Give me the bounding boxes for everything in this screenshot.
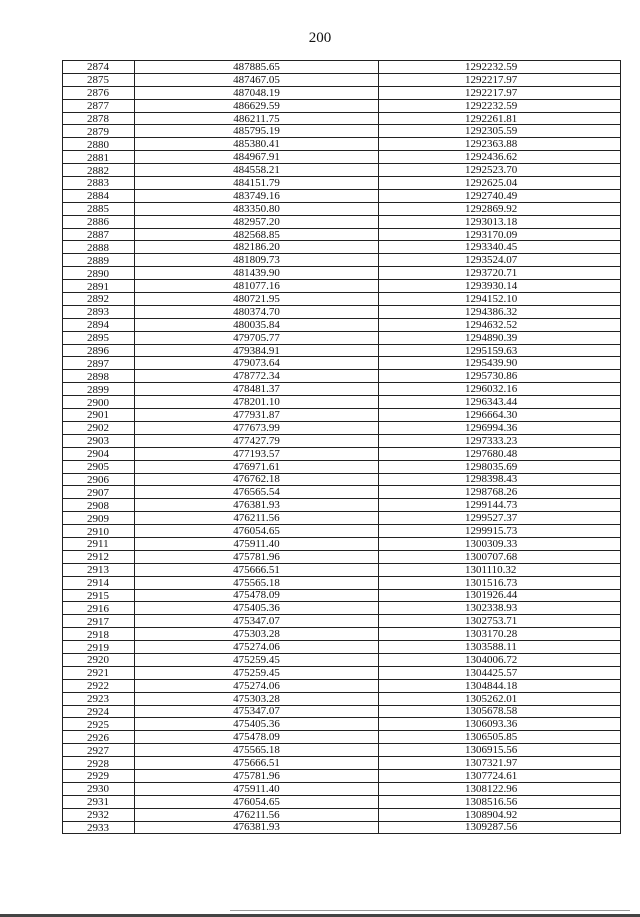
- table-row: [63, 434, 621, 447]
- x-coordinate-cell: 475274.06: [135, 679, 379, 692]
- point-number-cell: 2874: [63, 61, 135, 74]
- y-coordinate-cell: 1304006.72: [379, 653, 621, 666]
- x-coordinate-cell: 476971.61: [135, 460, 379, 473]
- table-row: [63, 808, 621, 821]
- point-number-cell: 2916: [63, 602, 135, 615]
- y-coordinate-cell: 1304425.57: [379, 666, 621, 679]
- point-number-cell: 2933: [63, 821, 135, 834]
- point-number-cell: 2908: [63, 499, 135, 512]
- coordinates-table: [62, 60, 621, 834]
- x-coordinate-cell: 475911.40: [135, 782, 379, 795]
- point-number-cell: 2894: [63, 318, 135, 331]
- point-number-cell: 2899: [63, 383, 135, 396]
- point-number-cell: 2904: [63, 447, 135, 460]
- x-coordinate-cell: 475478.09: [135, 731, 379, 744]
- table-row: [63, 550, 621, 563]
- table-row: [63, 86, 621, 99]
- point-number-cell: 2893: [63, 305, 135, 318]
- point-number-cell: 2900: [63, 396, 135, 409]
- x-coordinate-cell: 476054.65: [135, 795, 379, 808]
- x-coordinate-cell: 482568.85: [135, 228, 379, 241]
- y-coordinate-cell: 1296994.36: [379, 421, 621, 434]
- table-row: [63, 125, 621, 138]
- y-coordinate-cell: 1300309.33: [379, 537, 621, 550]
- y-coordinate-cell: 1292869.92: [379, 202, 621, 215]
- x-coordinate-cell: 476211.56: [135, 808, 379, 821]
- point-number-cell: 2882: [63, 164, 135, 177]
- table-row: [63, 383, 621, 396]
- point-number-cell: 2891: [63, 280, 135, 293]
- y-coordinate-cell: 1299144.73: [379, 499, 621, 512]
- y-coordinate-cell: 1292261.81: [379, 112, 621, 125]
- table-row: [63, 615, 621, 628]
- table-row: [63, 821, 621, 834]
- table-row: [63, 202, 621, 215]
- table-row: [63, 99, 621, 112]
- y-coordinate-cell: 1292217.97: [379, 86, 621, 99]
- y-coordinate-cell: 1292232.59: [379, 99, 621, 112]
- point-number-cell: 2887: [63, 228, 135, 241]
- x-coordinate-cell: 487048.19: [135, 86, 379, 99]
- x-coordinate-cell: 476381.93: [135, 499, 379, 512]
- table-row: [63, 241, 621, 254]
- table-row: [63, 280, 621, 293]
- table-row: [63, 718, 621, 731]
- table-row: [63, 576, 621, 589]
- y-coordinate-cell: 1293170.09: [379, 228, 621, 241]
- y-coordinate-cell: 1296664.30: [379, 409, 621, 422]
- x-coordinate-cell: 477931.87: [135, 409, 379, 422]
- x-coordinate-cell: 475565.18: [135, 744, 379, 757]
- x-coordinate-cell: 478481.37: [135, 383, 379, 396]
- x-coordinate-cell: 482957.20: [135, 215, 379, 228]
- table-row: [63, 409, 621, 422]
- x-coordinate-cell: 483350.80: [135, 202, 379, 215]
- point-number-cell: 2917: [63, 615, 135, 628]
- x-coordinate-cell: 484967.91: [135, 151, 379, 164]
- y-coordinate-cell: 1305262.01: [379, 692, 621, 705]
- y-coordinate-cell: 1298768.26: [379, 486, 621, 499]
- coordinates-table-body: [63, 61, 621, 834]
- point-number-cell: 2889: [63, 254, 135, 267]
- table-row: [63, 164, 621, 177]
- x-coordinate-cell: 486211.75: [135, 112, 379, 125]
- y-coordinate-cell: 1294632.52: [379, 318, 621, 331]
- point-number-cell: 2890: [63, 267, 135, 280]
- table-row: [63, 331, 621, 344]
- y-coordinate-cell: 1295730.86: [379, 370, 621, 383]
- x-coordinate-cell: 484558.21: [135, 164, 379, 177]
- x-coordinate-cell: 475911.40: [135, 537, 379, 550]
- scan-artifact-line: [230, 910, 630, 911]
- table-row: [63, 679, 621, 692]
- point-number-cell: 2929: [63, 769, 135, 782]
- point-number-cell: 2907: [63, 486, 135, 499]
- y-coordinate-cell: 1294152.10: [379, 293, 621, 306]
- point-number-cell: 2920: [63, 653, 135, 666]
- table-row: [63, 525, 621, 538]
- y-coordinate-cell: 1305678.58: [379, 705, 621, 718]
- x-coordinate-cell: 475347.07: [135, 615, 379, 628]
- table-row: [63, 589, 621, 602]
- y-coordinate-cell: 1292436.62: [379, 151, 621, 164]
- y-coordinate-cell: 1307321.97: [379, 757, 621, 770]
- x-coordinate-cell: 475781.96: [135, 550, 379, 563]
- y-coordinate-cell: 1298035.69: [379, 460, 621, 473]
- y-coordinate-cell: 1292363.88: [379, 138, 621, 151]
- y-coordinate-cell: 1308122.96: [379, 782, 621, 795]
- x-coordinate-cell: 481809.73: [135, 254, 379, 267]
- y-coordinate-cell: 1293340.45: [379, 241, 621, 254]
- y-coordinate-cell: 1303170.28: [379, 628, 621, 641]
- table-row: [63, 344, 621, 357]
- point-number-cell: 2919: [63, 641, 135, 654]
- x-coordinate-cell: 475347.07: [135, 705, 379, 718]
- x-coordinate-cell: 480721.95: [135, 293, 379, 306]
- table-row: [63, 112, 621, 125]
- x-coordinate-cell: 479705.77: [135, 331, 379, 344]
- x-coordinate-cell: 475274.06: [135, 641, 379, 654]
- point-number-cell: 2886: [63, 215, 135, 228]
- table-row: [63, 731, 621, 744]
- table-row: [63, 744, 621, 757]
- point-number-cell: 2906: [63, 473, 135, 486]
- y-coordinate-cell: 1293013.18: [379, 215, 621, 228]
- point-number-cell: 2905: [63, 460, 135, 473]
- point-number-cell: 2925: [63, 718, 135, 731]
- x-coordinate-cell: 475303.28: [135, 628, 379, 641]
- point-number-cell: 2914: [63, 576, 135, 589]
- table-row: [63, 473, 621, 486]
- y-coordinate-cell: 1294386.32: [379, 305, 621, 318]
- y-coordinate-cell: 1302338.93: [379, 602, 621, 615]
- y-coordinate-cell: 1292232.59: [379, 61, 621, 74]
- y-coordinate-cell: 1295159.63: [379, 344, 621, 357]
- point-number-cell: 2903: [63, 434, 135, 447]
- x-coordinate-cell: 480035.84: [135, 318, 379, 331]
- point-number-cell: 2879: [63, 125, 135, 138]
- point-number-cell: 2897: [63, 357, 135, 370]
- table-row: [63, 370, 621, 383]
- y-coordinate-cell: 1309287.56: [379, 821, 621, 834]
- x-coordinate-cell: 480374.70: [135, 305, 379, 318]
- y-coordinate-cell: 1292305.59: [379, 125, 621, 138]
- table-row: [63, 705, 621, 718]
- point-number-cell: 2902: [63, 421, 135, 434]
- y-coordinate-cell: 1301516.73: [379, 576, 621, 589]
- y-coordinate-cell: 1306505.85: [379, 731, 621, 744]
- point-number-cell: 2926: [63, 731, 135, 744]
- x-coordinate-cell: 479384.91: [135, 344, 379, 357]
- point-number-cell: 2878: [63, 112, 135, 125]
- x-coordinate-cell: 476211.56: [135, 512, 379, 525]
- table-row: [63, 782, 621, 795]
- table-row: [63, 305, 621, 318]
- y-coordinate-cell: 1308904.92: [379, 808, 621, 821]
- table-row: [63, 293, 621, 306]
- x-coordinate-cell: 483749.16: [135, 189, 379, 202]
- table-row: [63, 189, 621, 202]
- y-coordinate-cell: 1293930.14: [379, 280, 621, 293]
- x-coordinate-cell: 475666.51: [135, 757, 379, 770]
- x-coordinate-cell: 478772.34: [135, 370, 379, 383]
- table-row: [63, 460, 621, 473]
- table-row: [63, 396, 621, 409]
- table-row: [63, 692, 621, 705]
- x-coordinate-cell: 477673.99: [135, 421, 379, 434]
- table-row: [63, 151, 621, 164]
- y-coordinate-cell: 1296032.16: [379, 383, 621, 396]
- y-coordinate-cell: 1307724.61: [379, 769, 621, 782]
- point-number-cell: 2918: [63, 628, 135, 641]
- table-row: [63, 666, 621, 679]
- table-row: [63, 73, 621, 86]
- point-number-cell: 2881: [63, 151, 135, 164]
- x-coordinate-cell: 475405.36: [135, 602, 379, 615]
- y-coordinate-cell: 1299915.73: [379, 525, 621, 538]
- y-coordinate-cell: 1306093.36: [379, 718, 621, 731]
- point-number-cell: 2912: [63, 550, 135, 563]
- point-number-cell: 2924: [63, 705, 135, 718]
- table-row: [63, 421, 621, 434]
- x-coordinate-cell: 486629.59: [135, 99, 379, 112]
- page-number: 200: [308, 30, 332, 46]
- coordinates-table-container: [62, 60, 620, 834]
- table-row: [63, 447, 621, 460]
- y-coordinate-cell: 1292740.49: [379, 189, 621, 202]
- table-row: [63, 653, 621, 666]
- y-coordinate-cell: 1292625.04: [379, 177, 621, 190]
- x-coordinate-cell: 475781.96: [135, 769, 379, 782]
- y-coordinate-cell: 1300707.68: [379, 550, 621, 563]
- point-number-cell: 2910: [63, 525, 135, 538]
- point-number-cell: 2875: [63, 73, 135, 86]
- y-coordinate-cell: 1292523.70: [379, 164, 621, 177]
- x-coordinate-cell: 475478.09: [135, 589, 379, 602]
- y-coordinate-cell: 1295439.90: [379, 357, 621, 370]
- y-coordinate-cell: 1301926.44: [379, 589, 621, 602]
- point-number-cell: 2888: [63, 241, 135, 254]
- x-coordinate-cell: 476565.54: [135, 486, 379, 499]
- table-row: [63, 177, 621, 190]
- point-number-cell: 2877: [63, 99, 135, 112]
- point-number-cell: 2898: [63, 370, 135, 383]
- table-row: [63, 357, 621, 370]
- x-coordinate-cell: 487467.05: [135, 73, 379, 86]
- x-coordinate-cell: 485380.41: [135, 138, 379, 151]
- x-coordinate-cell: 478201.10: [135, 396, 379, 409]
- table-row: [63, 757, 621, 770]
- point-number-cell: 2909: [63, 512, 135, 525]
- x-coordinate-cell: 477427.79: [135, 434, 379, 447]
- table-row: [63, 215, 621, 228]
- table-row: [63, 537, 621, 550]
- x-coordinate-cell: 481439.90: [135, 267, 379, 280]
- point-number-cell: 2913: [63, 563, 135, 576]
- y-coordinate-cell: 1298398.43: [379, 473, 621, 486]
- x-coordinate-cell: 487885.65: [135, 61, 379, 74]
- y-coordinate-cell: 1302753.71: [379, 615, 621, 628]
- y-coordinate-cell: 1304844.18: [379, 679, 621, 692]
- y-coordinate-cell: 1294890.39: [379, 331, 621, 344]
- x-coordinate-cell: 484151.79: [135, 177, 379, 190]
- table-row: [63, 267, 621, 280]
- x-coordinate-cell: 485795.19: [135, 125, 379, 138]
- point-number-cell: 2911: [63, 537, 135, 550]
- point-number-cell: 2927: [63, 744, 135, 757]
- y-coordinate-cell: 1293720.71: [379, 267, 621, 280]
- table-row: [63, 228, 621, 241]
- y-coordinate-cell: 1299527.37: [379, 512, 621, 525]
- y-coordinate-cell: 1297680.48: [379, 447, 621, 460]
- table-row: [63, 769, 621, 782]
- x-coordinate-cell: 475259.45: [135, 653, 379, 666]
- point-number-cell: 2901: [63, 409, 135, 422]
- y-coordinate-cell: 1293524.07: [379, 254, 621, 267]
- x-coordinate-cell: 476054.65: [135, 525, 379, 538]
- point-number-cell: 2880: [63, 138, 135, 151]
- x-coordinate-cell: 475405.36: [135, 718, 379, 731]
- x-coordinate-cell: 475259.45: [135, 666, 379, 679]
- table-row: [63, 61, 621, 74]
- point-number-cell: 2931: [63, 795, 135, 808]
- x-coordinate-cell: 476381.93: [135, 821, 379, 834]
- point-number-cell: 2923: [63, 692, 135, 705]
- point-number-cell: 2928: [63, 757, 135, 770]
- y-coordinate-cell: 1297333.23: [379, 434, 621, 447]
- x-coordinate-cell: 475303.28: [135, 692, 379, 705]
- point-number-cell: 2895: [63, 331, 135, 344]
- point-number-cell: 2921: [63, 666, 135, 679]
- point-number-cell: 2876: [63, 86, 135, 99]
- point-number-cell: 2884: [63, 189, 135, 202]
- point-number-cell: 2930: [63, 782, 135, 795]
- x-coordinate-cell: 479073.64: [135, 357, 379, 370]
- y-coordinate-cell: 1303588.11: [379, 641, 621, 654]
- y-coordinate-cell: 1292217.97: [379, 73, 621, 86]
- y-coordinate-cell: 1306915.56: [379, 744, 621, 757]
- table-row: [63, 641, 621, 654]
- point-number-cell: 2932: [63, 808, 135, 821]
- x-coordinate-cell: 476762.18: [135, 473, 379, 486]
- y-coordinate-cell: 1296343.44: [379, 396, 621, 409]
- table-row: [63, 138, 621, 151]
- table-row: [63, 486, 621, 499]
- table-row: [63, 499, 621, 512]
- table-row: [63, 628, 621, 641]
- point-number-cell: 2922: [63, 679, 135, 692]
- point-number-cell: 2885: [63, 202, 135, 215]
- table-row: [63, 318, 621, 331]
- table-row: [63, 795, 621, 808]
- x-coordinate-cell: 481077.16: [135, 280, 379, 293]
- y-coordinate-cell: 1301110.32: [379, 563, 621, 576]
- point-number-cell: 2915: [63, 589, 135, 602]
- table-row: [63, 254, 621, 267]
- point-number-cell: 2883: [63, 177, 135, 190]
- table-row: [63, 563, 621, 576]
- x-coordinate-cell: 475666.51: [135, 563, 379, 576]
- point-number-cell: 2896: [63, 344, 135, 357]
- y-coordinate-cell: 1308516.56: [379, 795, 621, 808]
- x-coordinate-cell: 477193.57: [135, 447, 379, 460]
- table-row: [63, 512, 621, 525]
- point-number-cell: 2892: [63, 293, 135, 306]
- x-coordinate-cell: 482186.20: [135, 241, 379, 254]
- x-coordinate-cell: 475565.18: [135, 576, 379, 589]
- table-row: [63, 602, 621, 615]
